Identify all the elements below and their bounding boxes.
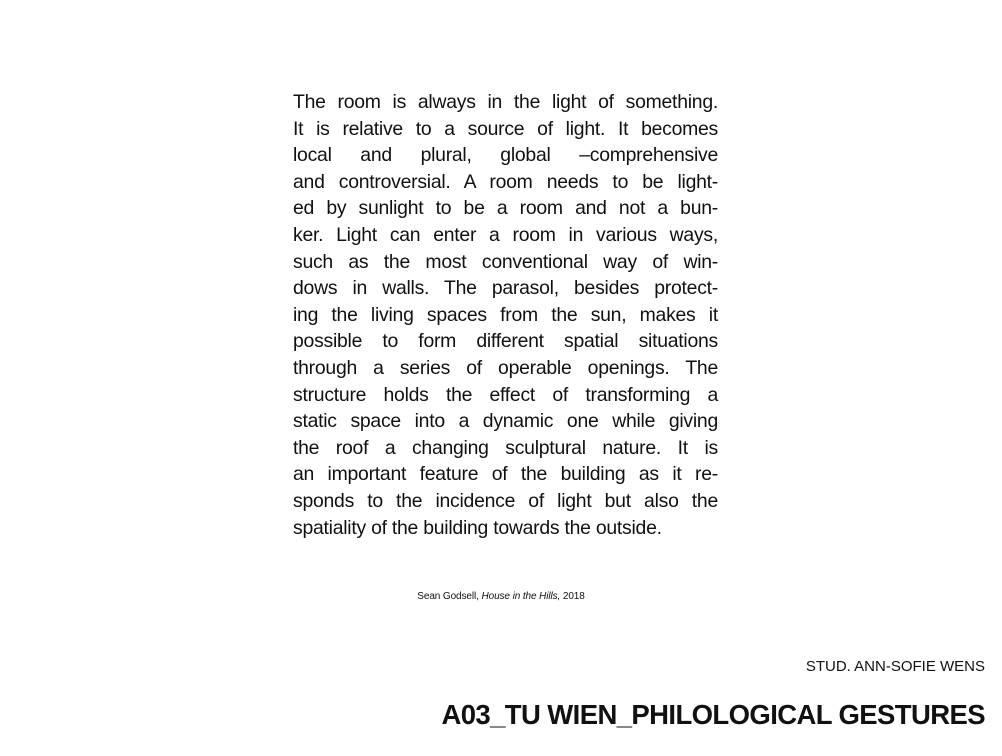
course-title: A03_TU WIEN_PHILOLOGICAL GESTURES [441, 699, 985, 730]
quote-line: It is relative to a source of light. It becomes [293, 117, 718, 140]
caption-year: 2018 [560, 591, 585, 602]
quote-line: the roof a changing sculptural nature. It is [293, 436, 718, 459]
quote-line: ed by sunlight to be a room and not a bun- [293, 197, 718, 220]
quote-line: and controversial. A room needs to be light- [293, 170, 718, 193]
quote-line: such as the most conventional way of win- [293, 250, 718, 273]
student-name: STUD. ANN-SOFIE WENS [805, 658, 985, 675]
quote-line: ker. Light can enter a room in various ways, [293, 223, 718, 246]
quote-line: structure holds the effect of transforming a [293, 383, 718, 406]
caption-work-title: House in the Hills, [481, 591, 561, 602]
quote-line: possible to form different spatial situations [293, 330, 718, 353]
quote-line: local and plural, global –comprehensive [293, 144, 718, 167]
image-caption [0, 590, 1002, 604]
quote-line: an important feature of the building as it re- [293, 463, 718, 486]
quote-line: sponds to the incidence of light but also the [293, 489, 718, 512]
quote-line: The room is always in the light of something. [293, 91, 718, 113]
quote-line: static space into a dynamic one while giving [293, 410, 718, 433]
caption-architect: Sean Godsell, [417, 591, 482, 602]
quote-line: dows in walls. The parasol, besides protect- [293, 277, 718, 300]
quote-paragraph [293, 89, 718, 541]
quote-line: through a series of operable openings. The [293, 356, 718, 379]
quote-line: ing the living spaces from the sun, makes it [293, 303, 718, 326]
quote-line: spatiality of the building towards the outside. [293, 516, 662, 539]
